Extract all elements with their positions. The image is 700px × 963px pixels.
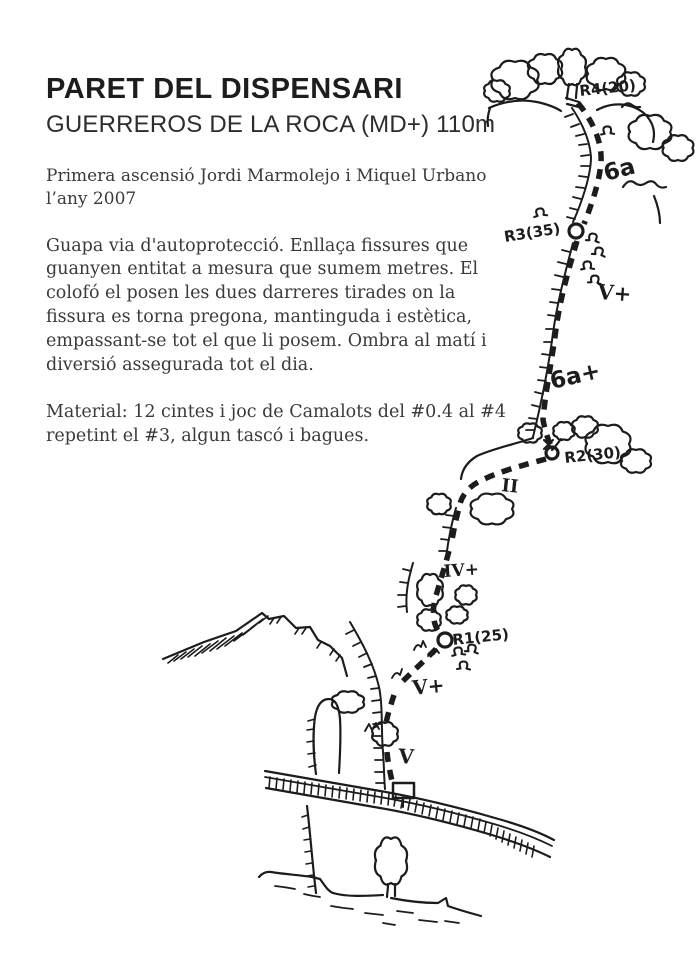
page-title: PARET DEL DISPENSARI: [46, 73, 403, 105]
piton-icon: [533, 207, 547, 217]
piton-icon: [586, 233, 600, 243]
summit-ridge-lines: [488, 101, 666, 223]
belay-label-r3: R3(35): [502, 219, 562, 246]
grade-label-upper-vplus: V+: [596, 279, 633, 307]
route-description: Guapa via d'autoprotecció. Enllaça fissures que guanyen entitat a mesura que sumem metres. El colofó el posen les dues darreres tirades on la fissura es torna pregona, mantinguda i estètica, empassant-se tot el que li posem. Ombra al matí i diversió assegurada tot el dia.: [46, 235, 487, 375]
grade-label-lower-vplus: V+: [411, 672, 446, 700]
first-ascent-line: Primera ascensió Jordi Marmolejo i Miquel Urbano l’any 2007: [46, 166, 487, 209]
piton-icon: [581, 261, 595, 270]
wall-base: [302, 806, 316, 893]
grade-label-6a: 6a: [600, 153, 639, 187]
piton-icon: [600, 126, 614, 135]
base-tree: [375, 837, 407, 897]
piton-icon: [457, 662, 470, 670]
belay-label-r2: R2(30): [563, 443, 622, 467]
route-name-subtitle: GUERREROS DE LA ROCA (MD+) 110m: [46, 110, 496, 138]
grade-label-traverse-ii: II: [500, 475, 520, 498]
ground-lines: [259, 872, 481, 925]
belay-r3: [569, 224, 583, 238]
ledge-line: [461, 438, 533, 479]
belay-label-r1: R1(25): [451, 625, 510, 649]
grade-label-base-v: V: [397, 744, 415, 769]
grade-label-ivplus: IV+: [442, 559, 480, 582]
belay-r1: [438, 633, 452, 647]
belay-label-r4: R4(20): [578, 76, 637, 100]
foreground-ridge: [163, 613, 347, 676]
piton-icon: [592, 247, 606, 257]
grade-label-6aplus: 6a+: [547, 358, 603, 395]
rock-pillar: [307, 691, 364, 774]
material-note: Material: 12 cintes i joc de Camalots del #0.4 al #4 repetint el #3, algun tascó i bagues.: [46, 402, 506, 447]
